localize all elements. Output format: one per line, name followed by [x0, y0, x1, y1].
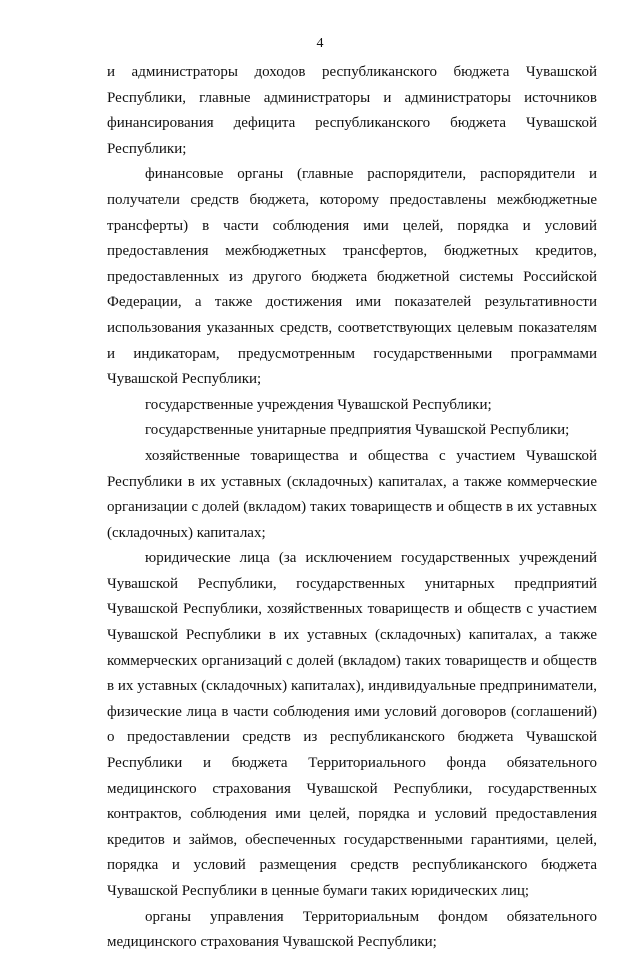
- paragraph-administrators: и администраторы доходов республиканского бюджета Чувашской Республики, главные администраторы и администраторы источников финансирования дефицита республиканского бюджета Чувашской Республики;: [107, 64, 597, 157]
- paragraph-unitary-enterprises: государственные унитарные предприятия Чувашской Республики;: [145, 422, 570, 439]
- paragraph-financial-bodies: финансовые органы (главные распорядители, распорядители и получатели средств бюджета, которому предоставлены межбюджетные трансферты) в части соблюдения ими целей, порядка и условий предоставления межбюджетных трансфертов, бюджетных кредитов, предоставленных из другого бюджета бюджетной системы Российской Федерации, а также достижения ими показателей результативности использования указанных средств, соответствующих целевым показателям и индикаторам, предусмотренным государственными программами Чувашской Республики;: [107, 166, 597, 388]
- document-body: [107, 60, 597, 956]
- page-number: 4: [316, 36, 324, 51]
- paragraph-insurance-fund-bodies: органы управления Территориальным фондом обязательного медицинского страхования Чувашской Республики;: [107, 908, 597, 951]
- paragraph-state-institutions: государственные учреждения Чувашской Республики;: [145, 396, 492, 413]
- paragraph-business-partnerships: хозяйственные товарищества и общества с участием Чувашской Республики в их уставных (складочных) капиталах, а также коммерческие организации с долей (вкладом) таких товариществ и обществ в их уставных (складочных) капиталах;: [107, 447, 597, 541]
- paragraph-legal-entities: юридические лица (за исключением государственных учреждений Чувашской Республики, государственных унитарных предприятий Чувашской Республики, хозяйственных товариществ и обществ с участием Чувашской Республики в их уставных (складочных) капиталах, а также коммерческих организаций с долей (вкладом) таких товариществ и обществ в их уставных (складочных) капиталах), индивидуальные предприниматели, физические лица в части соблюдения ими условий договоров (соглашений) о предоставлении средств из республиканского бюджета Чувашской Республики и бюджета Территориального фонда обязательного медицинского страхования Чувашской Республики, государственных контрактов, соблюдения ими целей, порядка и условий предоставления кредитов и займов, обеспеченных государственными гарантиями, целей, порядка и условий размещения средств республиканского бюджета Чувашской Республики в ценные бумаги таких юридических лиц;: [107, 550, 597, 899]
